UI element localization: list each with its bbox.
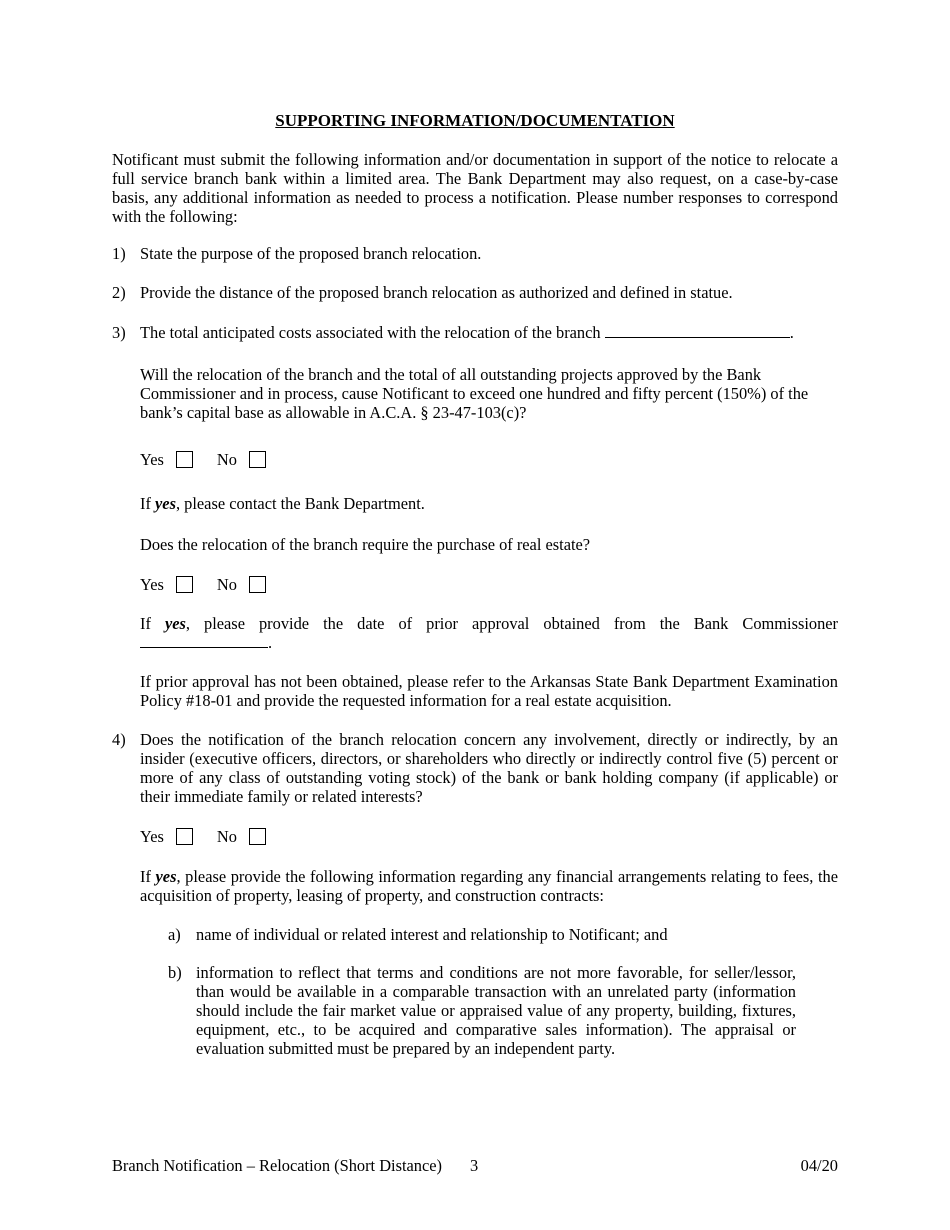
- approval-date-line: .: [140, 633, 838, 652]
- yes-checkbox[interactable]: [176, 451, 193, 468]
- item-number: 3): [112, 323, 126, 342]
- item-text: State the purpose of the proposed branch relocation.: [140, 244, 482, 263]
- sub-item-label: b): [168, 963, 182, 982]
- yes-checkbox[interactable]: [176, 576, 193, 593]
- no-checkbox[interactable]: [249, 828, 266, 845]
- capital-question: Will the relocation of the branch and the total of all outstanding projects approved by the Bank Commissioner and in process, cause Notificant to exceed one hundred and fifty percent (150%) of the bank’s capital base as allowable in A.C.A. § 23-47-103(c)?: [140, 365, 809, 422]
- cost-end: .: [789, 323, 794, 342]
- yes-emphasis: yes: [164, 614, 186, 633]
- no-label: No: [216, 827, 237, 846]
- yes-label: Yes: [140, 827, 164, 846]
- sub-item-label: a): [168, 925, 181, 944]
- sub-item-text: name of individual or related interest and relationship to Notificant; and: [196, 925, 668, 944]
- prior-approval-note: If prior approval has not been obtained, please refer to the Arkansas State Bank Department Examination Policy #18-01 and provide the requested information for a real estate acquisition.: [140, 672, 838, 710]
- yes-emphasis: yes: [155, 867, 177, 886]
- item-text: Does the notification of the branch relocation concern any involvement, directly or indirectly, by an insider (executive officers, directors, or shareholders who directly or indirectly control five (5) percent or more of any class of outstanding voting stock) of the bank or bank holding company (if applicable) or their immediate family or related interests?: [140, 730, 838, 806]
- cost-question: The total anticipated costs associated with the relocation of the branch: [140, 323, 601, 342]
- intro-paragraph: Notificant must submit the following information and/or documentation in support of the notice to relocate a full service branch bank within a limited area. The Bank Department may also request, on a case-by-case basis, any additional information as needed to process a notification. Please number responses to correspond with the following:: [112, 150, 838, 226]
- item-text: [140, 323, 838, 342]
- cost-blank[interactable]: [605, 337, 790, 338]
- approval-date-instruction: If yes, please provide the date of prior approval obtained from the Bank Commissioner: [140, 614, 839, 633]
- sub-item-text: information to reflect that terms and conditions are not more favorable, for seller/lessor, than would be available in a comparable transaction with an unrelated party (information should include the fair market value or appraised value of any property, building, fixtures, equipment, etc., to be acquired and comparative sales information). The appraisal or evaluation submitted must be prepared by an independent party.: [196, 963, 796, 1058]
- footer-form-name: Branch Notification – Relocation (Short Distance): [112, 1156, 442, 1175]
- no-label: No: [216, 450, 237, 469]
- capital-yes-no: [140, 450, 266, 469]
- page-title: SUPPORTING INFORMATION/DOCUMENTATION: [275, 111, 675, 130]
- financial-arrangements-instruction: If yes, please provide the following information regarding any financial arrangements relating to fees, the acquisition of property, leasing of property, and construction contracts:: [140, 867, 839, 905]
- item-text: Provide the distance of the proposed branch relocation as authorized and defined in statue.: [140, 283, 733, 302]
- contact-instruction: If yes, please contact the Bank Department.: [140, 494, 425, 513]
- item-number: 4): [112, 730, 126, 749]
- footer-revision: 04/20: [800, 1156, 838, 1175]
- real-estate-yes-no: [140, 575, 266, 594]
- no-checkbox[interactable]: [249, 576, 266, 593]
- item-number: 2): [112, 283, 126, 302]
- item-number: 1): [112, 244, 126, 263]
- footer-page-number: 3: [470, 1156, 479, 1175]
- real-estate-question: Does the relocation of the branch require the purchase of real estate?: [140, 535, 591, 554]
- no-label: No: [216, 575, 237, 594]
- no-checkbox[interactable]: [249, 451, 266, 468]
- yes-emphasis: yes: [155, 494, 176, 513]
- approval-date-blank[interactable]: [140, 647, 268, 648]
- yes-label: Yes: [140, 575, 164, 594]
- yes-label: Yes: [140, 450, 164, 469]
- yes-checkbox[interactable]: [176, 828, 193, 845]
- insider-yes-no: [140, 827, 266, 846]
